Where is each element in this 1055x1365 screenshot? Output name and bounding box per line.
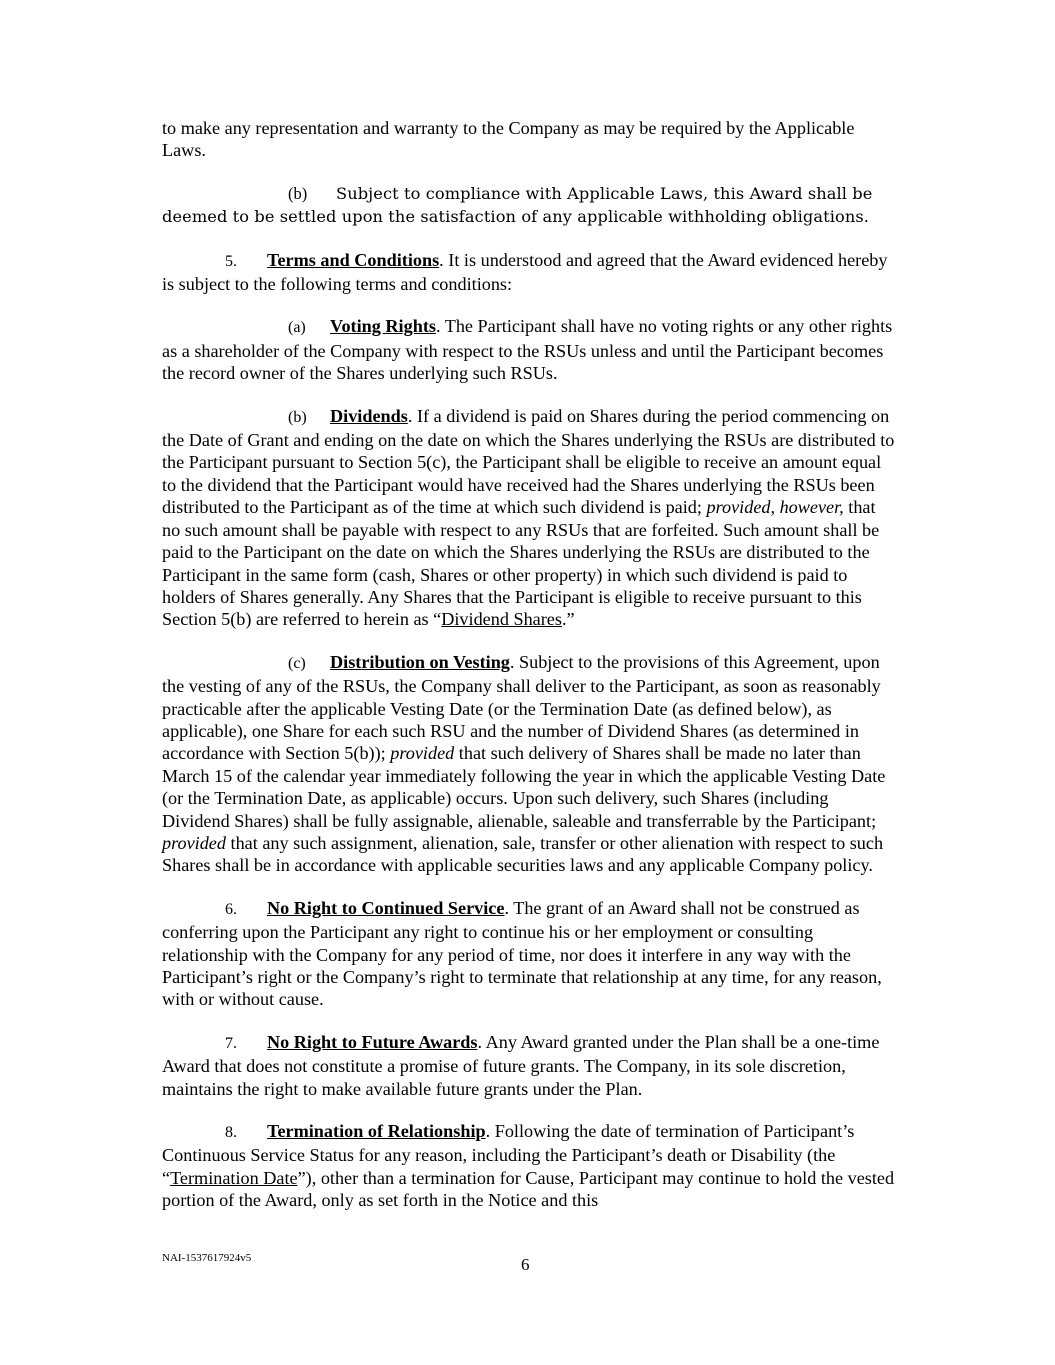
section-5a-number: (a) bbox=[288, 319, 306, 337]
section-5b-text-3: .” bbox=[561, 609, 575, 630]
section-5a-text: . The Participant shall have no voting rights or any other rights as a shareholder of the Company with respect to the RSUs unless and until the Participant becomes the record owner of the Shares underlying such RSUs. bbox=[162, 316, 893, 384]
paragraph-4b bbox=[162, 182, 897, 229]
section-5b-text-2: that no such amount shall be payable with respect to any RSUs that are forfeited. Such amount shall be paid to the Participant on the date on which the Shares underlying the RSUs are distributed to the Participant in the same form (cash, Shares or other property) in which such dividend is paid to holders of Shares generally. Any Shares that the Participant is eligible to receive pursuant to this Section 5(b) are referred to herein as “ bbox=[162, 497, 880, 630]
paragraph-4b-text: Subject to compliance with Applicable Laws, this Award shall be deemed to be settled upon the satisfaction of any applicable withholding obligations. bbox=[162, 183, 873, 227]
section-7-number: 7. bbox=[225, 1034, 237, 1052]
section-5c-number: (c) bbox=[288, 654, 306, 672]
section-7-text: . Any Award granted under the Plan shall be a one-time Award that does not constitute a promise of future grants. The Company, in its sole discretion, maintains the right to make available future grants under the Plan. bbox=[162, 1031, 880, 1099]
document-page bbox=[162, 117, 897, 1232]
section-5c-text-1: . Subject to the provisions of this Agreement, upon the vesting of any of the RSUs, the Company shall deliver to the Participant, as soon as reasonably practicable after the applicable Vesting Date (or the Termination Date (as defined below), as applicable), one Share for each such RSU and the number of Dividend Shares (as determined in accordance with Section 5(b)); bbox=[162, 651, 881, 764]
section-5a bbox=[162, 315, 897, 384]
section-6-text: . The grant of an Award shall not be construed as conferring upon the Participant any right to continue his or her employment or consulting relationship with the Company for any period of time, nor does it interfere in any way with the Participant’s right or the Company’s right to terminate that relationship at any time, for any reason, with or without cause. bbox=[162, 897, 882, 1010]
section-5b bbox=[162, 405, 897, 631]
section-5c bbox=[162, 651, 897, 877]
section-5c-text-3: that any such assignment, alienation, sale, transfer or other alienation with respect to such Shares shall be in accordance with applicable securities laws and any applicable Company policy. bbox=[162, 832, 884, 876]
paragraph-4b-number: (b) bbox=[288, 183, 308, 203]
section-7-heading: No Right to Future Awards bbox=[267, 1031, 478, 1052]
section-5a-heading: Voting Rights bbox=[330, 316, 436, 337]
section-5b-number: (b) bbox=[288, 408, 307, 426]
section-8 bbox=[162, 1120, 897, 1212]
section-8-text-2: ”), other than a termination for Cause, Participant may continue to hold the vested portion of the Award, only as set forth in the Notice and this bbox=[162, 1167, 895, 1211]
section-8-heading: Termination of Relationship bbox=[267, 1121, 486, 1142]
section-7 bbox=[162, 1031, 897, 1100]
intro-text: to make any representation and warranty to the Company as may be required by the Applicable Laws. bbox=[162, 118, 855, 161]
section-5 bbox=[162, 249, 897, 296]
section-5c-italic-1: provided bbox=[390, 743, 455, 764]
section-5-number: 5. bbox=[225, 252, 237, 270]
section-5b-text-1: . If a dividend is paid on Shares during the period commencing on the Date of Grant and ending on the date on which the Shares underlying the RSUs are distributed to the Participant pursuant to Section 5(c), the Participant shall be eligible to receive an amount equal to the dividend that the Participant would have received had the Shares underlying the RSUs been distributed to the Participant as of the time at which such dividend is paid; bbox=[162, 405, 895, 518]
section-8-number: 8. bbox=[225, 1124, 237, 1142]
document-id: NAI-1537617924v5 bbox=[162, 1252, 252, 1264]
section-8-text-1: . Following the date of termination of Participant’s Continuous Service Status for any reason, including the Participant’s death or Disability (the “ bbox=[162, 1121, 855, 1188]
section-5c-text-2: that such delivery of Shares shall be made no later than March 15 of the calendar year immediately following the year in which the applicable Vesting Date (or the Termination Date, as applicable) occurs. Upon such delivery, such Shares (including Dividend Shares) shall be fully assignable, alienable, saleable and transferrable by the Participant; bbox=[162, 743, 886, 831]
page-number: 6 bbox=[521, 1255, 530, 1274]
section-5c-italic-2: provided bbox=[162, 832, 226, 853]
section-5-heading: Terms and Conditions bbox=[267, 249, 440, 270]
termination-date-defined-term: Termination Date bbox=[170, 1167, 298, 1188]
intro-paragraph bbox=[162, 117, 897, 162]
section-5b-italic: provided, however, bbox=[706, 497, 844, 518]
section-6-heading: No Right to Continued Service bbox=[267, 897, 505, 918]
section-6-number: 6. bbox=[225, 900, 237, 918]
section-5-text: . It is understood and agreed that the Award evidenced hereby is subject to the following terms and conditions: bbox=[162, 249, 888, 295]
section-5b-heading: Dividends bbox=[330, 405, 408, 426]
section-6 bbox=[162, 897, 897, 1011]
dividend-shares-defined-term: Dividend Shares bbox=[441, 609, 562, 630]
section-5c-heading: Distribution on Vesting bbox=[330, 651, 510, 672]
